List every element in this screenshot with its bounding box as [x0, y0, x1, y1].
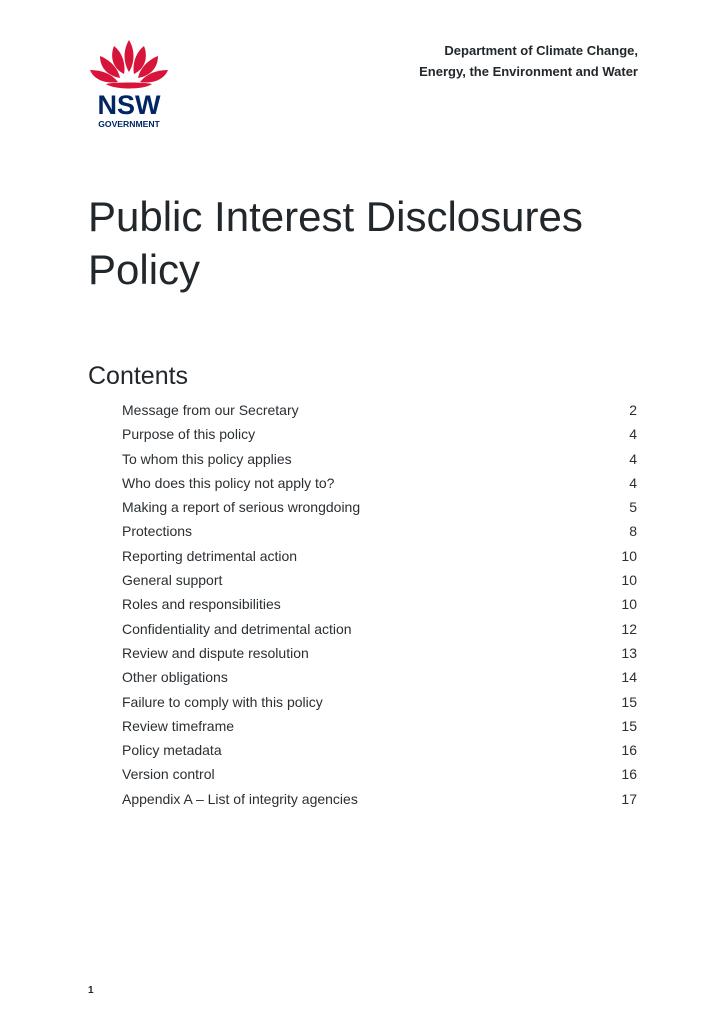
- toc-entry-page: 10: [621, 596, 637, 613]
- logo-wordmark: NSW: [97, 90, 161, 120]
- toc-entry-label: Roles and responsibilities: [122, 596, 281, 613]
- toc-entry[interactable]: [122, 475, 637, 499]
- toc-entry-page: 4: [629, 450, 637, 467]
- toc-entry[interactable]: [122, 694, 637, 718]
- department-line-1: Department of Climate Change,: [444, 43, 638, 58]
- toc-entry[interactable]: [122, 426, 637, 450]
- toc-entry-label: General support: [122, 572, 223, 589]
- toc-entry-page: 15: [621, 717, 637, 734]
- toc-entry-label: Protections: [122, 523, 193, 540]
- title-line-1: Public Interest Disclosures: [88, 193, 583, 240]
- table-of-contents: [122, 402, 637, 815]
- toc-entry[interactable]: [122, 402, 637, 426]
- toc-entry-label: Message from our Secretary: [122, 402, 299, 418]
- toc-entry-page: 16: [621, 742, 637, 759]
- toc-entry-label: To whom this policy applies: [122, 450, 292, 467]
- logo-sub-wordmark: GOVERNMENT: [98, 119, 160, 129]
- toc-entry-page: 10: [621, 572, 637, 589]
- toc-entry-page: 10: [621, 547, 637, 564]
- toc-entry[interactable]: [122, 791, 637, 815]
- toc-entry-label: Review and dispute resolution: [122, 644, 309, 661]
- toc-entry-label: Failure to comply with this policy: [122, 693, 323, 710]
- toc-entry-label: Purpose of this policy: [122, 426, 256, 443]
- toc-entry-page: 4: [629, 474, 637, 491]
- title-line-2: Policy: [88, 246, 201, 293]
- nsw-government-logo: [86, 38, 172, 130]
- toc-entry-page: 17: [621, 790, 637, 807]
- toc-entry[interactable]: [122, 766, 637, 790]
- toc-entry-page: 12: [621, 620, 637, 637]
- toc-entry-page: 14: [621, 669, 637, 686]
- toc-entry-label: Version control: [122, 766, 215, 783]
- toc-entry[interactable]: [122, 718, 637, 742]
- toc-entry-label: Appendix A – List of integrity agencies: [122, 790, 358, 807]
- nsw-waratah-icon: [86, 38, 172, 130]
- toc-entry[interactable]: [122, 645, 637, 669]
- toc-entry-label: Other obligations: [122, 669, 228, 686]
- toc-entry-page: 2: [629, 402, 637, 418]
- department-name: [419, 40, 638, 82]
- toc-entry-page: 13: [621, 644, 637, 661]
- toc-entry[interactable]: [122, 499, 637, 523]
- toc-entry[interactable]: [122, 621, 637, 645]
- toc-entry-page: 4: [629, 426, 637, 443]
- toc-entry-label: Confidentiality and detrimental action: [122, 620, 352, 637]
- toc-entry[interactable]: [122, 548, 637, 572]
- toc-entry[interactable]: [122, 572, 637, 596]
- toc-entry-label: Review timeframe: [122, 717, 235, 734]
- toc-entry-page: 15: [621, 693, 637, 710]
- toc-entry-page: 16: [621, 766, 637, 783]
- toc-entry[interactable]: [122, 596, 637, 620]
- toc-entry-page: 8: [629, 523, 637, 540]
- toc-entry-label: Policy metadata: [122, 742, 222, 759]
- toc-entry[interactable]: [122, 451, 637, 475]
- toc-entry-label: Who does this policy not apply to?: [122, 474, 335, 491]
- department-line-2: Energy, the Environment and Water: [419, 64, 638, 79]
- toc-entry[interactable]: [122, 742, 637, 766]
- toc-entry[interactable]: [122, 523, 637, 547]
- toc-entry-label: Reporting detrimental action: [122, 547, 298, 564]
- document-title: [88, 190, 648, 296]
- page-number: 1: [88, 985, 94, 996]
- contents-heading: Contents: [88, 362, 189, 390]
- toc-entry-label: Making a report of serious wrongdoing: [122, 499, 361, 516]
- toc-entry-page: 5: [629, 499, 637, 516]
- toc-entry[interactable]: [122, 669, 637, 693]
